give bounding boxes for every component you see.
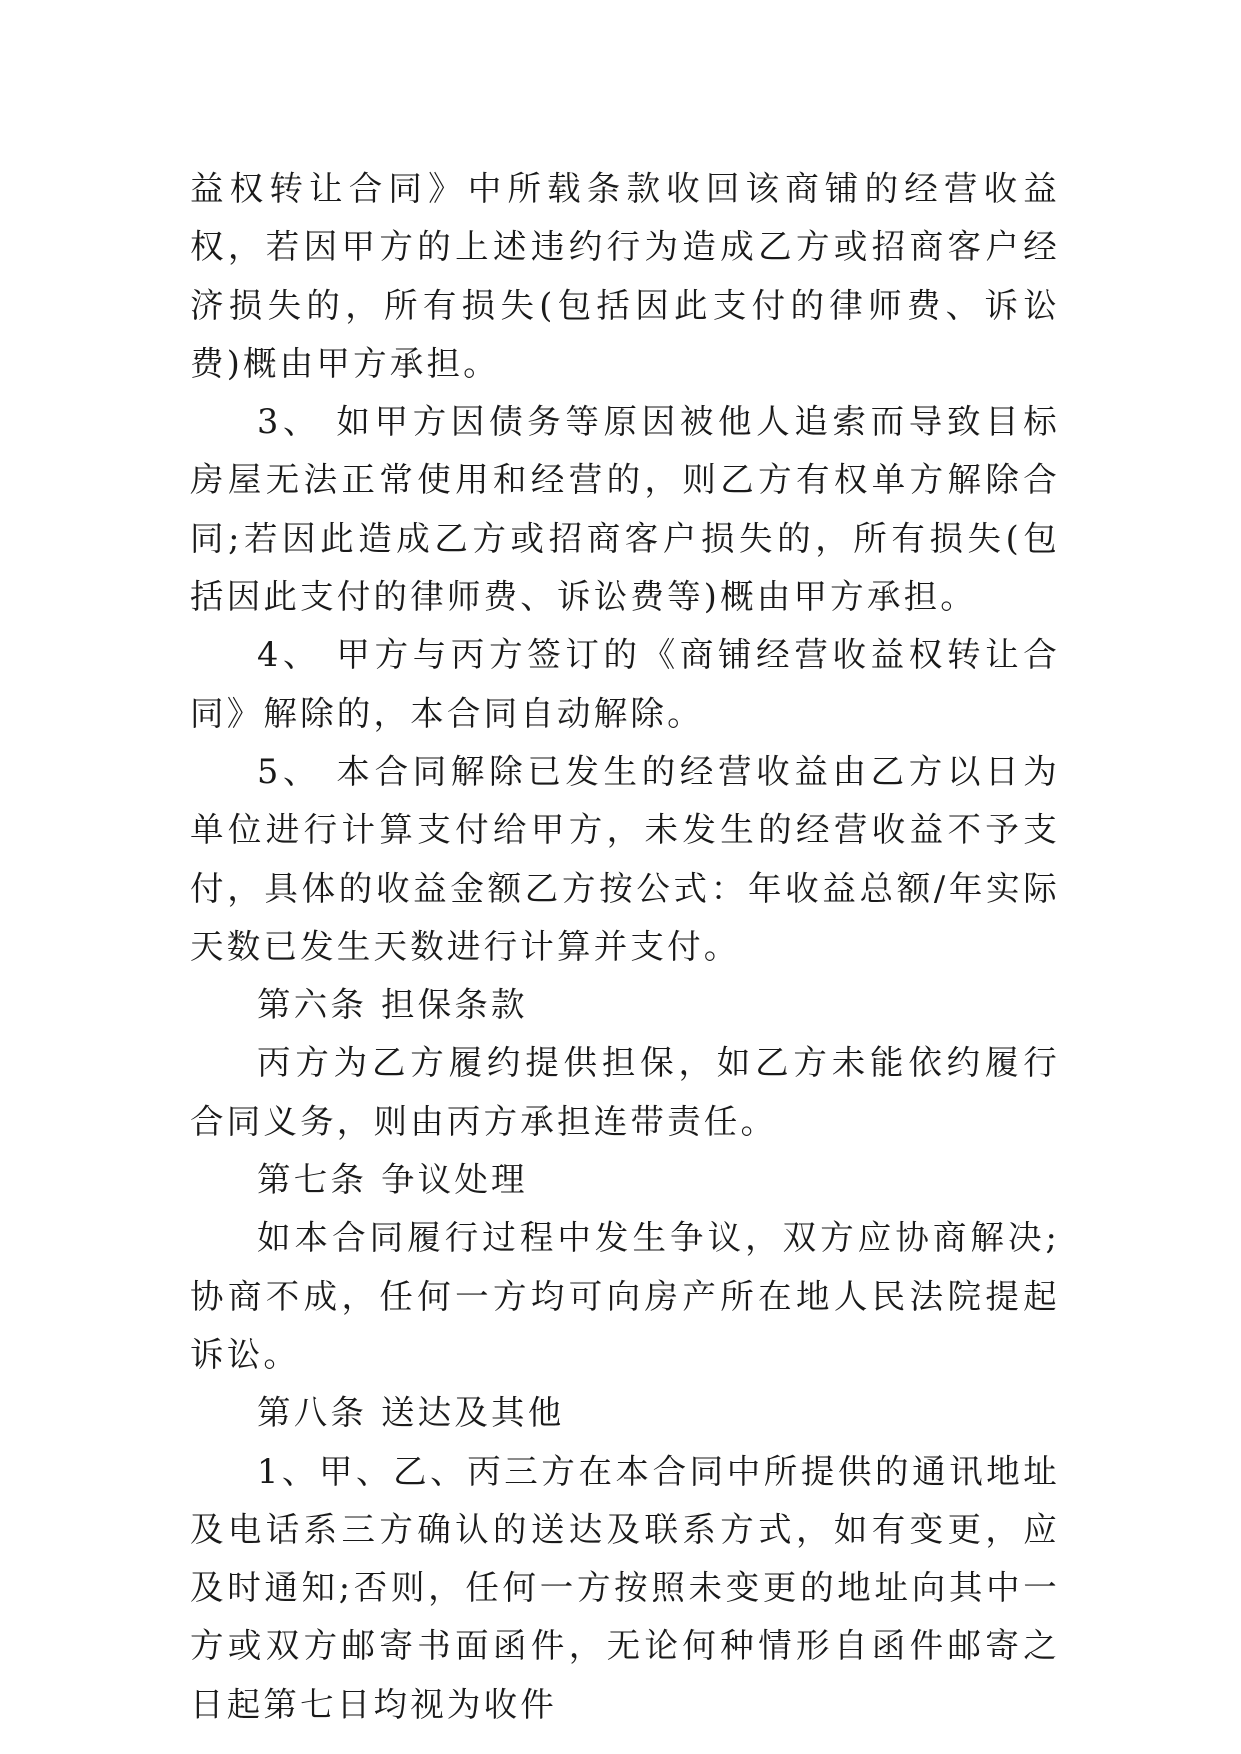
paragraph-clause-5: 5、 本合同解除已发生的经营收益由乙方以日为单位进行计算支付给甲方，未发生的经营收益不予支付，具体的收益金额乙方按公式：年收益总额/年实际天数已发生天数进行计算并支付。 <box>190 751 1060 966</box>
paragraph-dispute: 如本合同履行过程中发生争议，双方应协商解决;协商不成，任何一方均可向房产所在地人民法院提起诉讼。 <box>190 1218 1060 1374</box>
paragraph-clause-3: 3、 如甲方因债务等原因被他人追索而导致目标房屋无法正常使用和经营的，则乙方有权单方解除合同;若因此造成乙方或招商客户损失的，所有损失(包括因此支付的律师费、诉讼费等)概由甲方承担。 <box>190 402 1060 617</box>
paragraph-continuation: 益权转让合同》中所载条款收回该商铺的经营收益权，若因甲方的上述违约行为造成乙方或招商客户经济损失的，所有损失(包括因此支付的律师费、诉讼费)概由甲方承担。 <box>190 169 1060 383</box>
section-heading-article-7: 第七条 争议处理 <box>257 1160 528 1200</box>
document-body <box>190 160 1060 1734</box>
paragraph-clause-4: 4、 甲方与丙方签订的《商铺经营收益权转让合同》解除的，本合同自动解除。 <box>190 635 1060 733</box>
paragraph-guarantee: 丙方为乙方履约提供担保，如乙方未能依约履行合同义务，则由丙方承担连带责任。 <box>190 1043 1060 1141</box>
section-heading-article-6: 第六条 担保条款 <box>257 985 528 1025</box>
paragraph-delivery-clause-1: 1、甲、乙、丙三方在本合同中所提供的通讯地址及电话系三方确认的送达及联系方式，如有变更，应及时通知;否则，任何一方按照未变更的地址向其中一方或双方邮寄书面函件，无论何种情形自函件邮寄之日起第七日均视为收件 <box>190 1451 1060 1724</box>
section-heading-article-8: 第八条 送达及其他 <box>257 1393 565 1433</box>
